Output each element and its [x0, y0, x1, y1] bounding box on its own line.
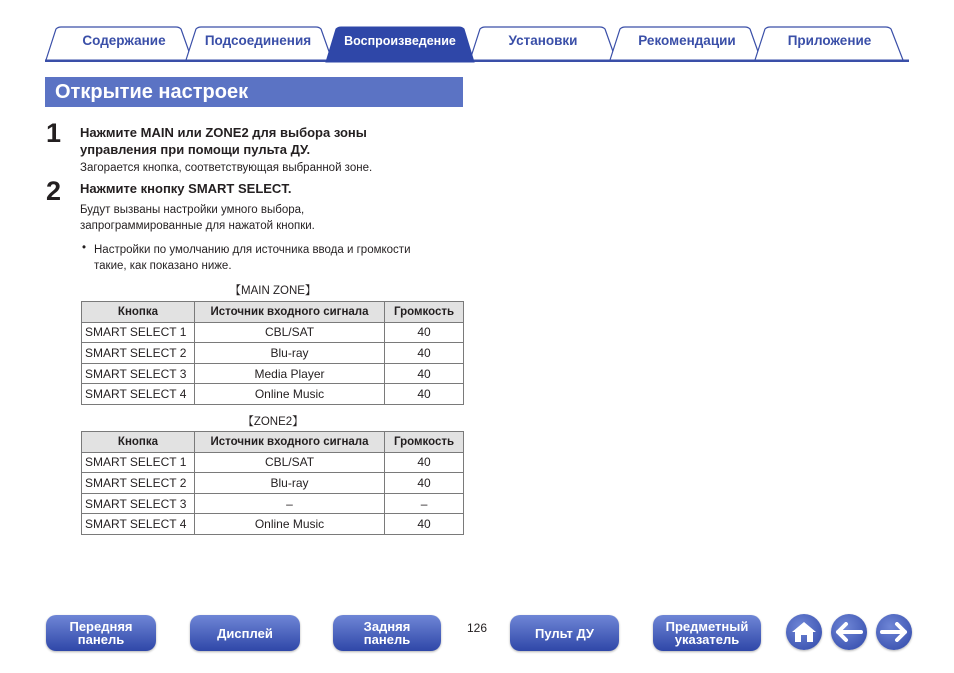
tab-settings[interactable]: Установки	[508, 33, 578, 48]
arrow-left-icon	[835, 622, 863, 642]
rear-panel-button[interactable]	[333, 615, 441, 651]
cell-volume: 40	[385, 322, 464, 343]
cell-source: –	[194, 493, 384, 514]
cell-volume: –	[385, 493, 464, 514]
index-button[interactable]	[653, 615, 761, 651]
step-1-note: Загорается кнопка, соответствующая выбранной зоне.	[80, 162, 373, 174]
rear-panel-label-line1: Задняя	[363, 619, 411, 634]
table-row	[82, 514, 464, 535]
table-header-row	[82, 432, 464, 453]
table-row	[82, 452, 464, 473]
main-zone-table	[81, 301, 464, 405]
cell-source: Media Player	[194, 363, 384, 384]
table-row	[82, 343, 464, 364]
cell-button: SMART SELECT 4	[82, 514, 195, 535]
bullet-line2: такие, как показано ниже.	[94, 260, 232, 272]
table-row	[82, 322, 464, 343]
tab-underline	[45, 60, 909, 63]
cell-volume: 40	[385, 473, 464, 494]
cell-volume: 40	[385, 343, 464, 364]
step-1-instruction-line2: управления при помощи пульта ДУ.	[80, 142, 311, 157]
step-2-note-line1: Будут вызваны настройки умного выбора,	[80, 204, 305, 216]
cell-source: Online Music	[194, 514, 384, 535]
cell-volume: 40	[385, 384, 464, 405]
index-label-line2: указатель	[674, 632, 740, 647]
cell-source: CBL/SAT	[194, 322, 384, 343]
cell-source: Online Music	[194, 384, 384, 405]
cell-button: SMART SELECT 3	[82, 493, 195, 514]
tab-tips[interactable]: Рекомендации	[638, 33, 736, 48]
header-button: Кнопка	[82, 432, 195, 453]
bullet-line1: Настройки по умолчанию для источника ввода и громкости	[94, 244, 411, 256]
front-panel-label-line1: Передняя	[69, 619, 133, 634]
arrow-right-icon	[880, 622, 908, 642]
display-label: Дисплей	[217, 625, 273, 641]
home-icon	[791, 620, 817, 644]
cell-button: SMART SELECT 3	[82, 363, 195, 384]
header-input-source: Источник входного сигнала	[194, 302, 384, 323]
tab-connections[interactable]: Подсоединения	[204, 33, 312, 48]
step-1-instruction-line1: Нажмите MAIN или ZONE2 для выбора зоны	[80, 125, 367, 140]
cell-source: Blu-ray	[194, 473, 384, 494]
remote-label: Пульт ДУ	[535, 625, 594, 641]
top-tab-bar	[0, 0, 954, 66]
cell-button: SMART SELECT 1	[82, 322, 195, 343]
front-panel-button[interactable]	[46, 615, 156, 651]
step-2-instruction: Нажмите кнопку SMART SELECT.	[80, 181, 292, 196]
header-input-source: Источник входного сигнала	[194, 432, 384, 453]
display-button[interactable]	[190, 615, 300, 651]
table-row	[82, 493, 464, 514]
table-caption-zone2: 【ZONE2】	[242, 416, 304, 428]
step-number-2: 2	[46, 176, 62, 206]
forward-button[interactable]	[876, 614, 912, 650]
tab-contents[interactable]: Содержание	[82, 33, 166, 48]
table-row	[82, 363, 464, 384]
table-caption-main-zone: 【MAIN ZONE】	[229, 285, 317, 297]
bullet-icon: •	[82, 242, 87, 254]
header-volume: Громкость	[385, 432, 464, 453]
table-row	[82, 384, 464, 405]
cell-button: SMART SELECT 2	[82, 343, 195, 364]
table-header-row	[82, 302, 464, 323]
tab-appendix[interactable]: Приложение	[787, 33, 872, 48]
cell-volume: 40	[385, 363, 464, 384]
header-button: Кнопка	[82, 302, 195, 323]
cell-source: Blu-ray	[194, 343, 384, 364]
front-panel-label-line2: панель	[77, 632, 125, 647]
cell-button: SMART SELECT 4	[82, 384, 195, 405]
cell-volume: 40	[385, 514, 464, 535]
step-2-note-line2: запрограммированные для нажатой кнопки.	[80, 220, 315, 232]
cell-volume: 40	[385, 452, 464, 473]
back-button[interactable]	[831, 614, 867, 650]
home-button[interactable]	[786, 614, 822, 650]
cell-source: CBL/SAT	[194, 452, 384, 473]
page-title: Открытие настроек	[45, 77, 463, 107]
table-row	[82, 473, 464, 494]
rear-panel-label-line2: панель	[363, 632, 411, 647]
tab-playback[interactable]: Воспроизведение	[344, 34, 456, 48]
index-label-line1: Предметный	[665, 619, 749, 634]
remote-button[interactable]	[510, 615, 619, 651]
cell-button: SMART SELECT 1	[82, 452, 195, 473]
step-number-1: 1	[46, 118, 62, 148]
cell-button: SMART SELECT 2	[82, 473, 195, 494]
page-number: 126	[466, 621, 488, 635]
header-volume: Громкость	[385, 302, 464, 323]
zone2-table	[81, 431, 464, 535]
